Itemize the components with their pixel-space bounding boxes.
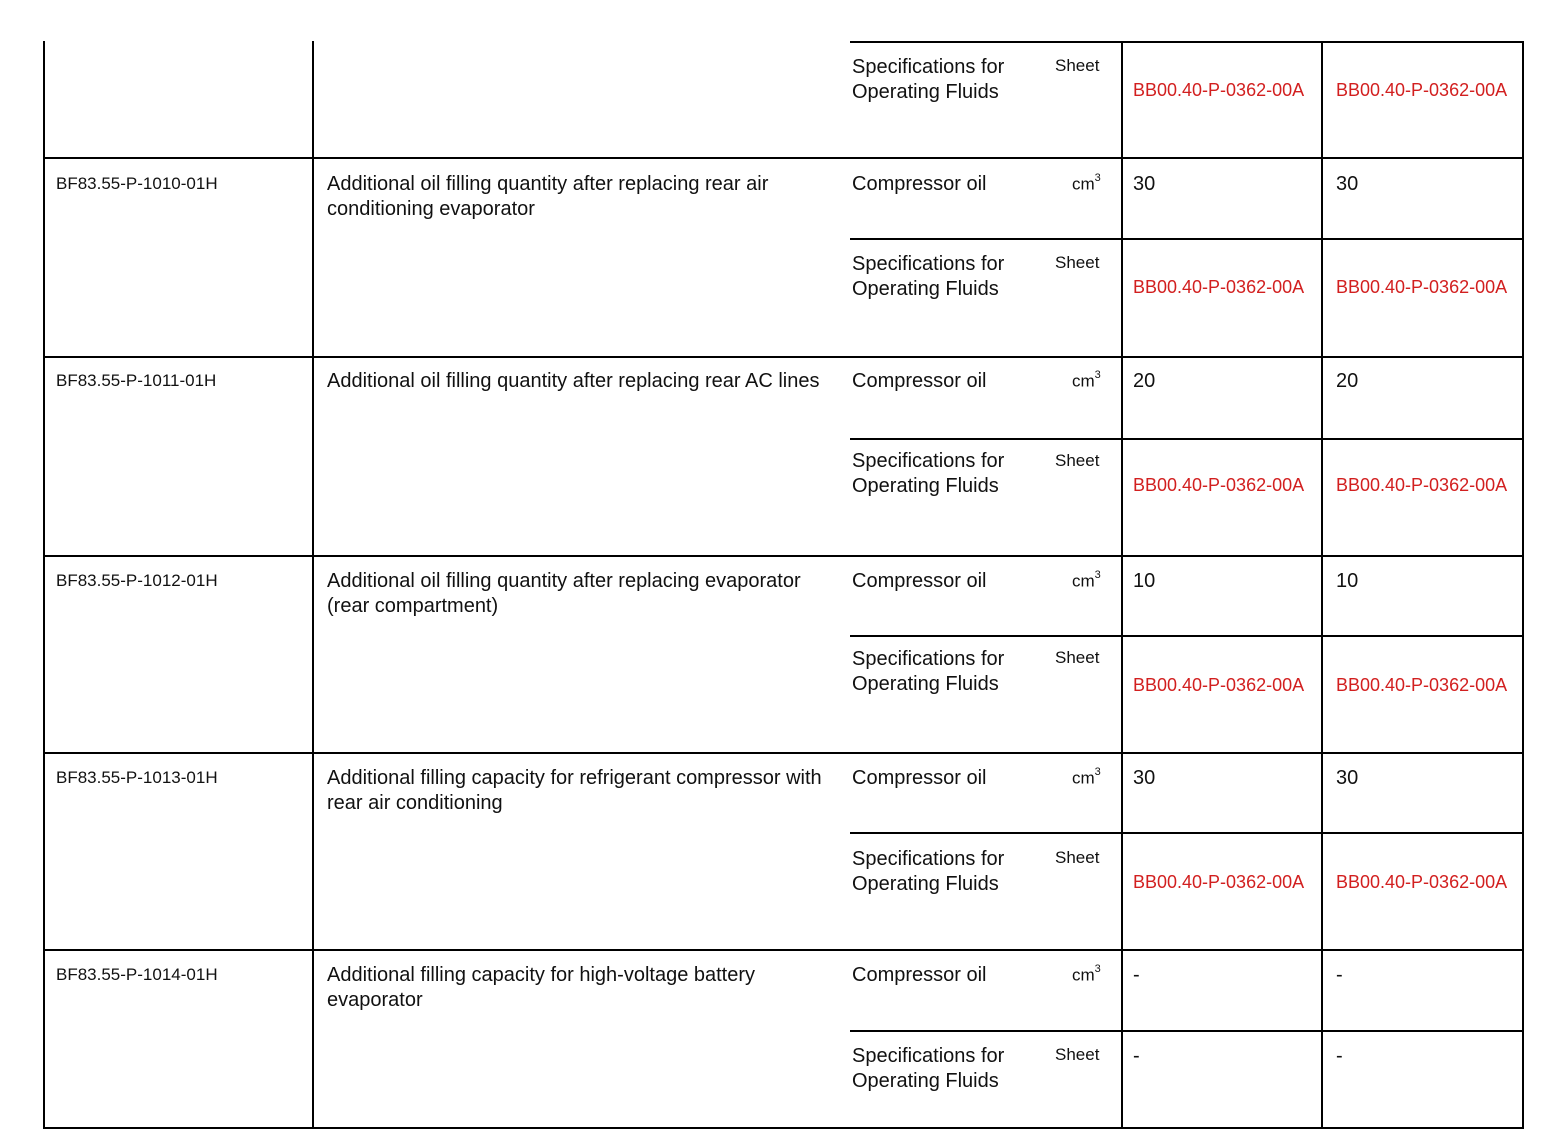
subrow-separator (850, 238, 1524, 240)
table-border-bottom (43, 1127, 1524, 1129)
spec-sheet-link[interactable]: BB00.40-P-0362-00A (1336, 675, 1508, 695)
spec-sheet-link[interactable]: BB00.40-P-0362-00A (1336, 475, 1508, 495)
oil-value-2: 10 (1336, 570, 1359, 592)
spec-sheet-link[interactable]: BB00.40-P-0362-00A (1133, 475, 1305, 495)
spec-sheet-link[interactable]: BB00.40-P-0362-00A (1336, 80, 1508, 100)
row-separator (43, 555, 1524, 557)
cm3-unit: $cm^3$ (1072, 172, 1101, 194)
oil-value-1: - (1133, 964, 1140, 986)
row-separator (43, 752, 1524, 754)
spec-sheet-link[interactable]: BB00.40-P-0362-00A (1133, 80, 1305, 100)
row-code: BF83.55-P-1013-01H (56, 768, 218, 787)
sheet-unit: Sheet (1055, 253, 1100, 272)
oil-value-1: 30 (1133, 767, 1156, 789)
oil-value-1: 20 (1133, 370, 1156, 392)
row-code: BF83.55-P-1014-01H (56, 965, 218, 984)
oil-value-1: 10 (1133, 570, 1156, 592)
spec-value-2: - (1336, 1045, 1343, 1067)
spec-label: Specifications for Operating Fluids (852, 1045, 1005, 1092)
compressor-oil-label: Compressor oil (852, 173, 987, 195)
spec-sheet-link[interactable]: BB00.40-P-0362-00A (1133, 675, 1305, 695)
oil-value-2: 30 (1336, 767, 1359, 789)
table-divider-code-desc (312, 41, 314, 1129)
spec-sheet-link[interactable]: BB00.40-P-0362-00A (1133, 872, 1305, 892)
row-description: Additional oil filling quantity after replacing rear air conditioning evaporator (327, 173, 769, 220)
sheet-unit: Sheet (1055, 451, 1100, 470)
subrow-separator (850, 832, 1524, 834)
cm3-unit: $cm^3$ (1072, 963, 1101, 985)
spec-label: Specifications for Operating Fluids (852, 648, 1005, 695)
sheet-unit: Sheet (1055, 648, 1100, 667)
cm3-unit: $cm^3$ (1072, 766, 1101, 788)
compressor-oil-label: Compressor oil (852, 767, 987, 789)
row-code: BF83.55-P-1011-01H (56, 371, 217, 390)
row-separator (43, 157, 1524, 159)
table-divider-unit-value1 (1121, 41, 1123, 1129)
spec-label: Specifications for Operating Fluids (852, 848, 1005, 895)
sheet-unit: Sheet (1055, 1045, 1100, 1064)
table-divider-value1-value2 (1321, 41, 1323, 1129)
oil-value-2: - (1336, 964, 1343, 986)
row-separator (43, 356, 1524, 358)
sheet-unit: Sheet (1055, 848, 1100, 867)
subrow-separator (850, 635, 1524, 637)
subrow-separator (850, 438, 1524, 440)
spec-sheet-link[interactable]: BB00.40-P-0362-00A (1336, 277, 1508, 297)
subrow-separator (850, 1030, 1524, 1032)
table-top-subrow-line (850, 41, 1524, 43)
table-border-left (43, 41, 45, 1129)
row-description: Additional filling capacity for refrigerant compressor with rear air conditioning (327, 767, 822, 814)
oil-value-2: 30 (1336, 173, 1359, 195)
oil-value-2: 20 (1336, 370, 1359, 392)
row-description: Additional oil filling quantity after replacing evaporator (rear compartment) (327, 570, 801, 617)
spec-label: Specifications for Operating Fluids (852, 450, 1005, 497)
cm3-unit: $cm^3$ (1072, 569, 1101, 591)
spec-sheet-link[interactable]: BB00.40-P-0362-00A (1336, 872, 1508, 892)
cm3-unit: $cm^3$ (1072, 369, 1101, 391)
row-code: BF83.55-P-1010-01H (56, 174, 218, 193)
oil-value-1: 30 (1133, 173, 1156, 195)
sheet-unit: Sheet (1055, 56, 1100, 75)
spec-value-1: - (1133, 1045, 1140, 1067)
compressor-oil-label: Compressor oil (852, 964, 987, 986)
spec-sheet-link[interactable]: BB00.40-P-0362-00A (1133, 277, 1305, 297)
row-description: Additional filling capacity for high-voltage battery evaporator (327, 964, 756, 1011)
compressor-oil-label: Compressor oil (852, 370, 987, 392)
spec-label: Specifications for Operating Fluids (852, 56, 1005, 103)
row-separator (43, 949, 1524, 951)
compressor-oil-label: Compressor oil (852, 570, 987, 592)
row-code: BF83.55-P-1012-01H (56, 571, 218, 590)
row-description: Additional oil filling quantity after replacing rear AC lines (327, 370, 820, 392)
spec-label: Specifications for Operating Fluids (852, 253, 1005, 300)
table-border-right (1522, 41, 1524, 1129)
